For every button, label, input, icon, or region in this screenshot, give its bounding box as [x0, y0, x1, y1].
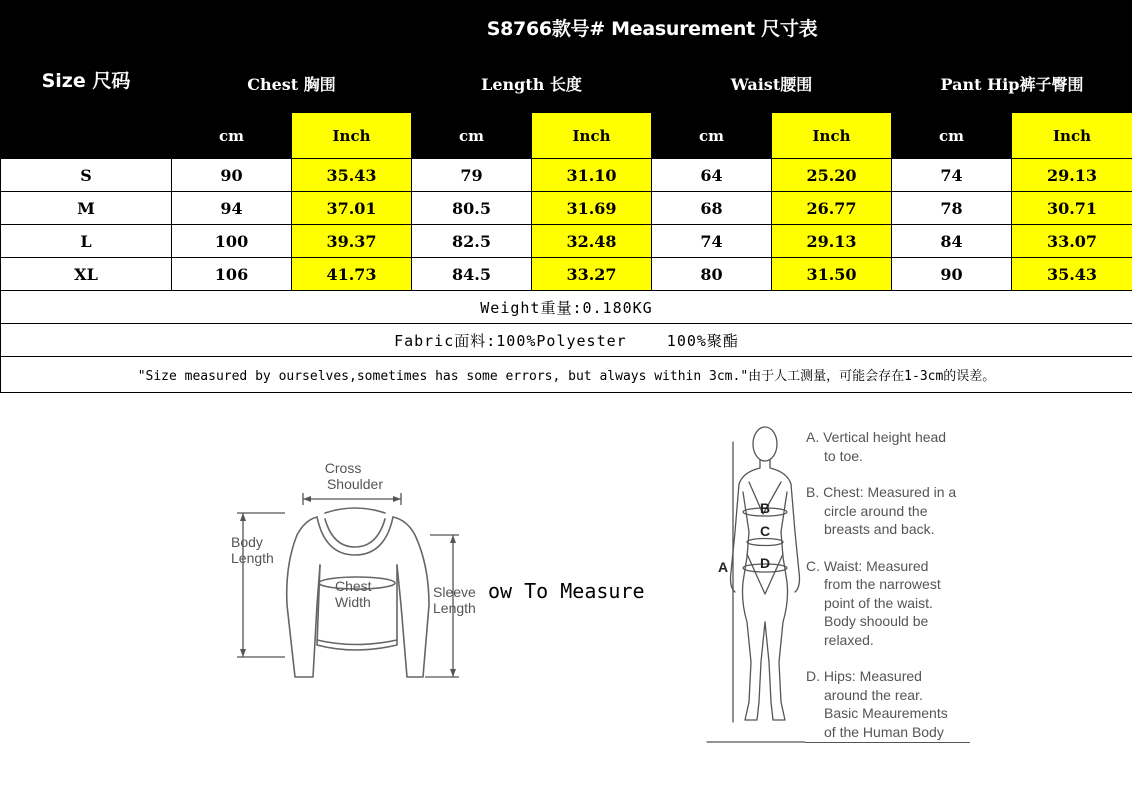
chest-cm: 106 [172, 258, 292, 291]
size-header: Size 尺码 [1, 1, 172, 159]
table-row [1, 258, 1132, 291]
table-row [1, 225, 1132, 258]
table-row [1, 159, 1132, 192]
note-a: A. Vertical height head to toe. [806, 429, 947, 464]
chest-cm: 94 [172, 192, 292, 225]
hip-inch: 35.43 [1012, 258, 1132, 291]
measurement-note: "Size measured by ourselves,sometimes has some errors, but always within 3cm."由于人工测量，可能会存在1-3cm的误差。 [1, 357, 1132, 393]
waist-inch: 31.50 [772, 258, 892, 291]
chest-width-label: Chest Width [335, 578, 372, 610]
how-to-measure-heading: ow To Measure [488, 579, 645, 603]
hip-cm: 78 [892, 192, 1012, 225]
note-b: B. Chest: Measured in a circle around the breasts and back. [806, 484, 957, 537]
hip-cm: 90 [892, 258, 1012, 291]
unit-inch: Inch [292, 113, 412, 159]
body-length-label: Body Length [231, 534, 274, 566]
marker-d: D [760, 555, 771, 571]
group-waist: Waist腰围 [652, 54, 892, 113]
group-length: Length 长度 [412, 54, 652, 113]
marker-a: A [718, 559, 729, 575]
length-cm: 84.5 [412, 258, 532, 291]
sleeve-length-label: Sleeve Length [433, 584, 476, 616]
chest-cm: 100 [172, 225, 292, 258]
group-pant-hip: Pant Hip裤子臀围 [892, 54, 1132, 113]
unit-cm: cm [412, 113, 532, 159]
body-diagram [705, 422, 805, 747]
length-inch: 31.69 [532, 192, 652, 225]
chest-cm: 90 [172, 159, 292, 192]
length-cm: 82.5 [412, 225, 532, 258]
chest-inch: 39.37 [292, 225, 412, 258]
length-inch: 32.48 [532, 225, 652, 258]
size-label: XL [1, 258, 172, 291]
fabric-row: Fabric面料:100%Polyester 100%聚酯 [1, 324, 1132, 357]
waist-cm: 74 [652, 225, 772, 258]
length-cm: 79 [412, 159, 532, 192]
unit-cm: cm [172, 113, 292, 159]
length-inch: 31.10 [532, 159, 652, 192]
hip-inch: 29.13 [1012, 159, 1132, 192]
waist-cm: 80 [652, 258, 772, 291]
hip-inch: 33.07 [1012, 225, 1132, 258]
table-title: S8766款号# Measurement 尺寸表 [172, 1, 1132, 54]
table-row [1, 192, 1132, 225]
size-label: M [1, 192, 172, 225]
length-inch: 33.27 [532, 258, 652, 291]
weight-row: Weight重量:0.180KG [1, 291, 1132, 324]
size-label: L [1, 225, 172, 258]
chest-inch: 37.01 [292, 192, 412, 225]
length-cm: 80.5 [412, 192, 532, 225]
note-c: C. Waist: Measured from the narrowest point of the waist. Body shoould be relaxed. [806, 557, 941, 648]
waist-inch: 29.13 [772, 225, 892, 258]
hip-cm: 74 [892, 159, 1012, 192]
unit-inch: Inch [1012, 113, 1132, 159]
marker-b: B [760, 500, 771, 516]
garment-diagram [225, 455, 495, 690]
waist-inch: 25.20 [772, 159, 892, 192]
unit-inch: Inch [532, 113, 652, 159]
chest-inch: 41.73 [292, 258, 412, 291]
hip-cm: 84 [892, 225, 1012, 258]
waist-cm: 64 [652, 159, 772, 192]
unit-cm: cm [892, 113, 1012, 159]
size-label: S [1, 159, 172, 192]
hip-inch: 30.71 [1012, 192, 1132, 225]
size-table [0, 0, 1132, 393]
group-chest: Chest 胸围 [172, 54, 412, 113]
chest-inch: 35.43 [292, 159, 412, 192]
waist-inch: 26.77 [772, 192, 892, 225]
waist-cm: 68 [652, 192, 772, 225]
body-notes [806, 428, 981, 759]
note-d: D. Hips: Measured around the rear. Basic Meaurements of the Human Body [806, 668, 948, 740]
marker-c: C [760, 523, 771, 539]
unit-inch: Inch [772, 113, 892, 159]
unit-cm: cm [652, 113, 772, 159]
cross-shoulder-label: Cross Shoulder [324, 460, 384, 492]
